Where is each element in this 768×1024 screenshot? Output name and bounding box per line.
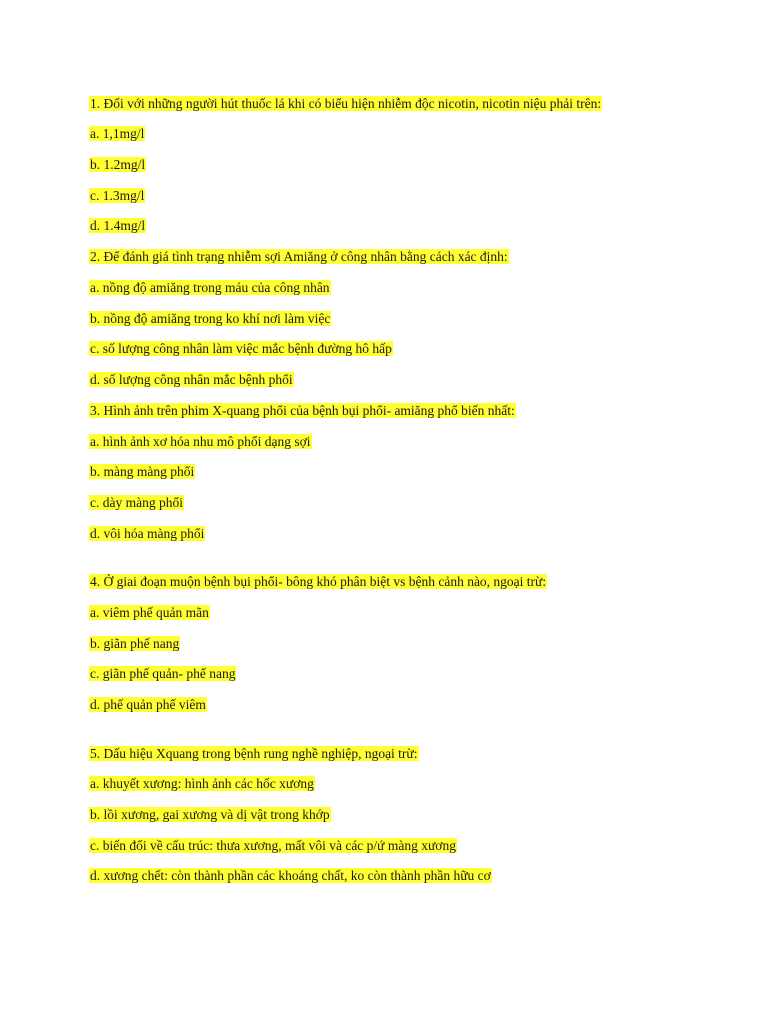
question-2-option-d: d. số lượng công nhân mắc bệnh phổi (90, 372, 293, 387)
question-5-option-d: d. xương chết: còn thành phần các khoáng chất, ko còn thành phần hữu cơ (90, 868, 491, 883)
question-1-option-b: b. 1.2mg/l (90, 157, 146, 172)
question-5-stem: 5. Dấu hiệu Xquang trong bệnh rung nghề nghiệp, ngoại trừ: (90, 746, 418, 761)
question-5-option-c: c. biến đổi về cấu trúc: thưa xương, mất vôi và các p/ứ màng xương (90, 838, 456, 853)
question-3-option-d: d. vôi hóa màng phổi (90, 526, 205, 541)
question-1-option-c: c. 1.3mg/l (90, 188, 145, 203)
question-1-option-d: d. 1.4mg/l (90, 218, 146, 233)
question-3-option-a: a. hình ảnh xơ hóa nhu mô phổi dạng sợi (90, 434, 311, 449)
question-3-option-c: c. dày màng phổi (90, 495, 183, 510)
question-1-option-a: a. 1,1mg/l (90, 126, 145, 141)
question-1-stem: 1. Đối với những người hút thuốc lá khi có biểu hiện nhiễm độc nicotin, nicotin niệu phải trên: (90, 96, 602, 111)
question-3-stem: 3. Hình ảnh trên phim X-quang phổi của bệnh bụi phổi- amiăng phổ biến nhất: (90, 403, 515, 418)
question-3-option-b: b. màng màng phổi (90, 464, 195, 479)
question-2-option-c: c. số lượng công nhân làm việc mắc bệnh đường hô hấp (90, 341, 392, 356)
question-4-option-d: d. phế quản phế viêm (90, 697, 206, 712)
question-5-option-b: b. lồi xương, gai xương và dị vật trong khớp (90, 807, 330, 822)
question-2-option-b: b. nồng độ amiăng trong ko khí nơi làm việc (90, 311, 331, 326)
question-4-stem: 4. Ở giai đoạn muộn bệnh bụi phổi- bông khó phân biệt vs bệnh cảnh nào, ngoại trừ: (90, 574, 547, 589)
question-2-stem: 2. Để đánh giá tình trạng nhiễm sợi Amiăng ở công nhân bằng cách xác định: (90, 249, 508, 264)
question-4-option-a: a. viêm phế quản mãn (90, 605, 209, 620)
question-4-option-b: b. giãn phế nang (90, 636, 180, 651)
question-4-option-c: c. giãn phế quản- phế nang (90, 666, 236, 681)
question-2-option-a: a. nồng độ amiăng trong máu của công nhân (90, 280, 330, 295)
question-5-option-a: a. khuyết xương: hình ảnh các hốc xương (90, 776, 314, 791)
